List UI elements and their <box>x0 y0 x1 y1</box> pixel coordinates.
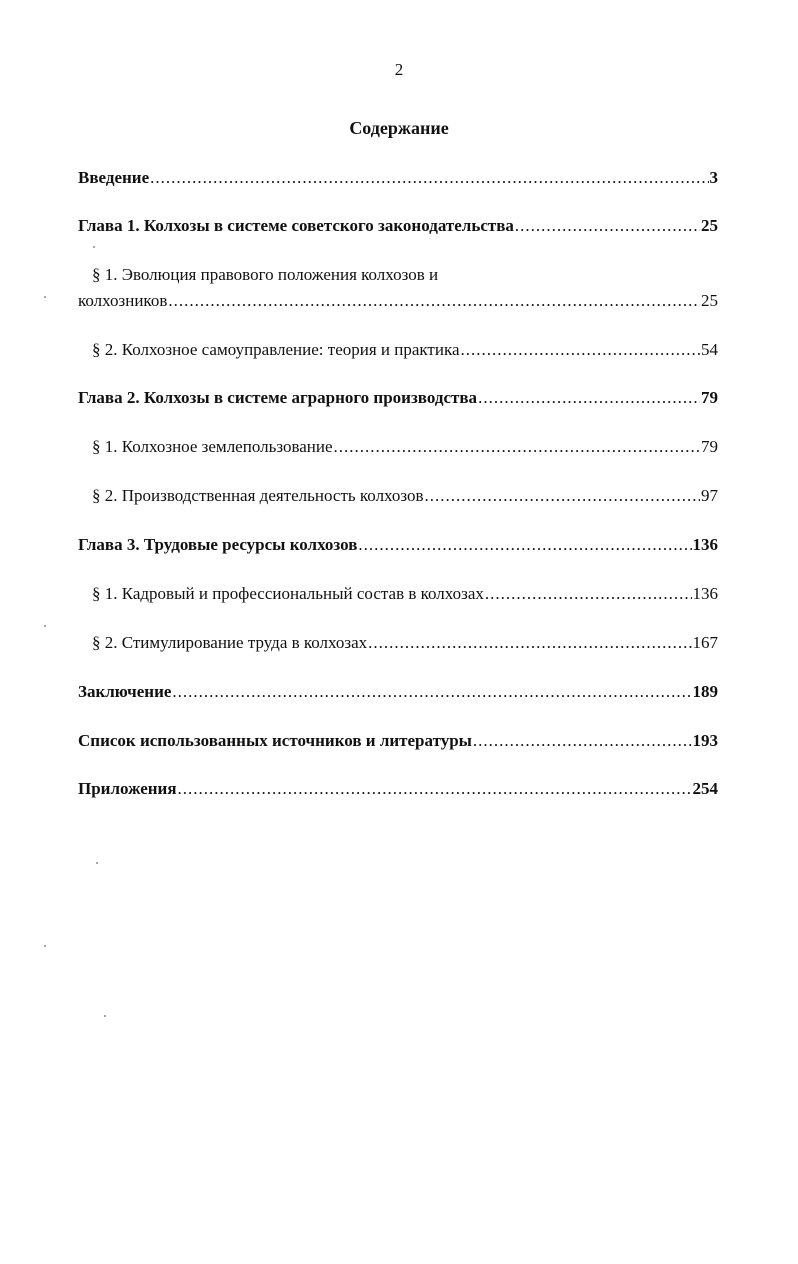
dot-leader <box>425 483 700 509</box>
toc-entry-label: Заключение <box>78 682 172 701</box>
toc-entry-label: § 1. Эволюция правового положения колхозов и <box>92 265 439 284</box>
toc-entry-page: 189 <box>692 682 718 701</box>
toc-entry-label: § 2. Производственная деятельность колхозов <box>92 486 424 505</box>
toc-entry-page: 136 <box>692 584 718 603</box>
scan-speck <box>104 1015 106 1017</box>
dot-leader <box>368 630 691 656</box>
scan-speck <box>44 625 46 627</box>
toc-entry-page: 167 <box>692 633 718 652</box>
dot-leader <box>473 728 692 754</box>
toc-entry-label: колхозников <box>78 291 168 310</box>
toc-entry-page: 254 <box>692 779 718 798</box>
dot-leader <box>150 165 708 191</box>
toc-entry-introduction[interactable] <box>78 165 718 191</box>
toc-entry-label: Глава 3. Трудовые ресурсы колхозов <box>78 535 358 554</box>
toc-entry-chapter-1[interactable] <box>78 213 718 239</box>
toc-entry-page: 97 <box>701 486 718 505</box>
toc-entry-page: 193 <box>692 731 718 750</box>
toc-entry-label: § 1. Колхозное землепользование <box>92 437 333 456</box>
toc-entry-chapter-3[interactable] <box>78 532 718 558</box>
toc-entry-ch1-sec2[interactable] <box>92 337 718 363</box>
dot-leader <box>461 337 700 363</box>
scan-speck <box>44 296 46 298</box>
toc-entry-label: § 2. Стимулирование труда в колхозах <box>92 633 368 652</box>
toc-entry-bibliography[interactable] <box>78 728 718 754</box>
toc-entry-label: § 1. Кадровый и профессиональный состав в колхозах <box>92 584 484 603</box>
toc-entry-page: 54 <box>701 340 718 359</box>
toc-entry-page: 25 <box>701 216 718 235</box>
toc-entry-ch3-sec1[interactable] <box>92 581 718 607</box>
toc-title: Содержание <box>349 118 449 138</box>
toc-entry-page: 136 <box>692 535 718 554</box>
scan-speck <box>93 246 95 248</box>
toc-entry-label: Приложения <box>78 779 177 798</box>
toc-entry-page: 25 <box>701 291 718 310</box>
scan-speck <box>96 862 98 864</box>
page-number: 2 <box>394 60 404 79</box>
toc-entry-page: 3 <box>709 168 718 187</box>
toc-entry-label: § 2. Колхозное самоуправление: теория и практика <box>92 340 460 359</box>
toc-entry-ch2-sec2[interactable] <box>92 483 718 509</box>
dot-leader <box>168 288 700 314</box>
toc-entry-conclusion[interactable] <box>78 679 718 705</box>
toc-entry-label: Глава 1. Колхозы в системе советского законодательства <box>78 216 514 235</box>
dot-leader <box>478 385 700 411</box>
toc-entry-chapter-2[interactable] <box>78 385 718 411</box>
toc-entry-label: Введение <box>78 168 150 187</box>
toc-entry-ch3-sec2[interactable] <box>92 630 718 656</box>
toc-entry-label: Глава 2. Колхозы в системе аграрного производства <box>78 388 478 407</box>
toc-entry-ch2-sec1[interactable] <box>92 434 718 460</box>
toc-entry-ch1-sec1-line1[interactable] <box>92 262 718 288</box>
toc-entry-label: Список использованных источников и литературы <box>78 731 472 750</box>
toc-entry-page: 79 <box>701 388 718 407</box>
dot-leader <box>178 776 692 802</box>
toc-entry-appendices[interactable] <box>78 776 718 802</box>
dot-leader <box>172 679 691 705</box>
toc-entry-page: 79 <box>701 437 718 456</box>
toc-entry-ch1-sec1-line2[interactable] <box>78 288 718 314</box>
scan-speck <box>44 945 46 947</box>
dot-leader <box>358 532 691 558</box>
dot-leader <box>515 213 700 239</box>
dot-leader <box>334 434 700 460</box>
dot-leader <box>485 581 692 607</box>
